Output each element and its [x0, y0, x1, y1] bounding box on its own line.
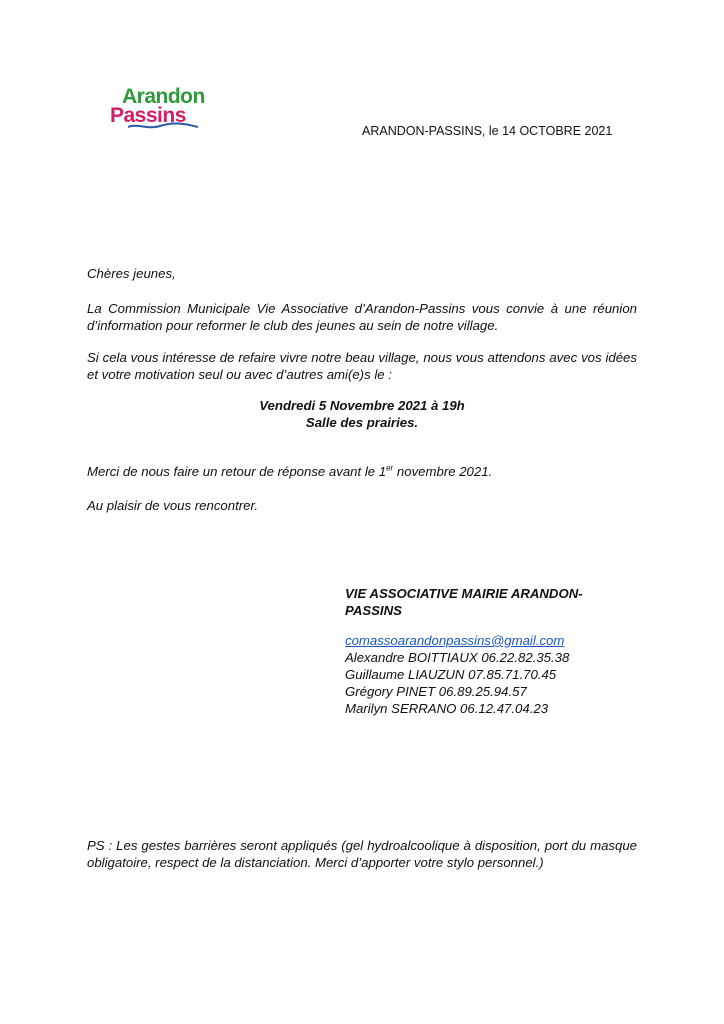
reply-request [87, 463, 637, 480]
logo-text-arandon: Arandon [122, 85, 205, 108]
email-link[interactable]: comassoarandonpassins@gmail.com [345, 633, 565, 648]
contact-line: Alexandre BOITTIAUX 06.22.82.35.38 [345, 650, 570, 665]
logo [110, 85, 205, 130]
event-place: Salle des prairies. [305, 415, 419, 430]
paragraph-motivation: Si cela vous intéresse de refaire vivre notre beau village, nous vous attendons avec vos idées et votre motivation seul ou avec d’autres ami(e)s le : [87, 350, 637, 382]
logo-text-passins: Passins [110, 104, 186, 127]
signature-title-line1: VIE ASSOCIATIVE MAIRIE ARANDON- [345, 586, 583, 601]
date-line: ARANDON-PASSINS, le 14 OCTOBRE 2021 [362, 124, 613, 138]
reply-text-before: Merci de nous faire un retour de réponse avant le 1 [87, 464, 387, 479]
greeting: Chères jeunes, [87, 266, 176, 281]
closing: Au plaisir de vous rencontrer. [87, 498, 259, 513]
postscript: PS : Les gestes barrières seront appliqués (gel hydroalcoolique à disposition, port du masque obligatoire, respect de la distanciation. Merci d’apporter votre stylo personnel.) [87, 838, 637, 870]
contact-line: Marilyn SERRANO 06.12.47.04.23 [345, 701, 549, 716]
reply-sup: er [386, 463, 394, 473]
signature-block [345, 585, 625, 717]
reply-text-after: novembre 2021. [393, 464, 493, 479]
signature-title-line2: PASSINS [345, 603, 402, 618]
contact-line: Guillaume LIAUZUN 07.85.71.70.45 [345, 667, 557, 682]
paragraph-invitation: La Commission Municipale Vie Associative d’Arandon-Passins vous convie à une réunion d’information pour reformer le club des jeunes au sein de notre village. [87, 301, 637, 333]
contact-line: Grégory PINET 06.89.25.94.57 [345, 684, 527, 699]
event-date: Vendredi 5 Novembre 2021 à 19h [259, 398, 465, 413]
logo-wave-icon [128, 122, 198, 130]
